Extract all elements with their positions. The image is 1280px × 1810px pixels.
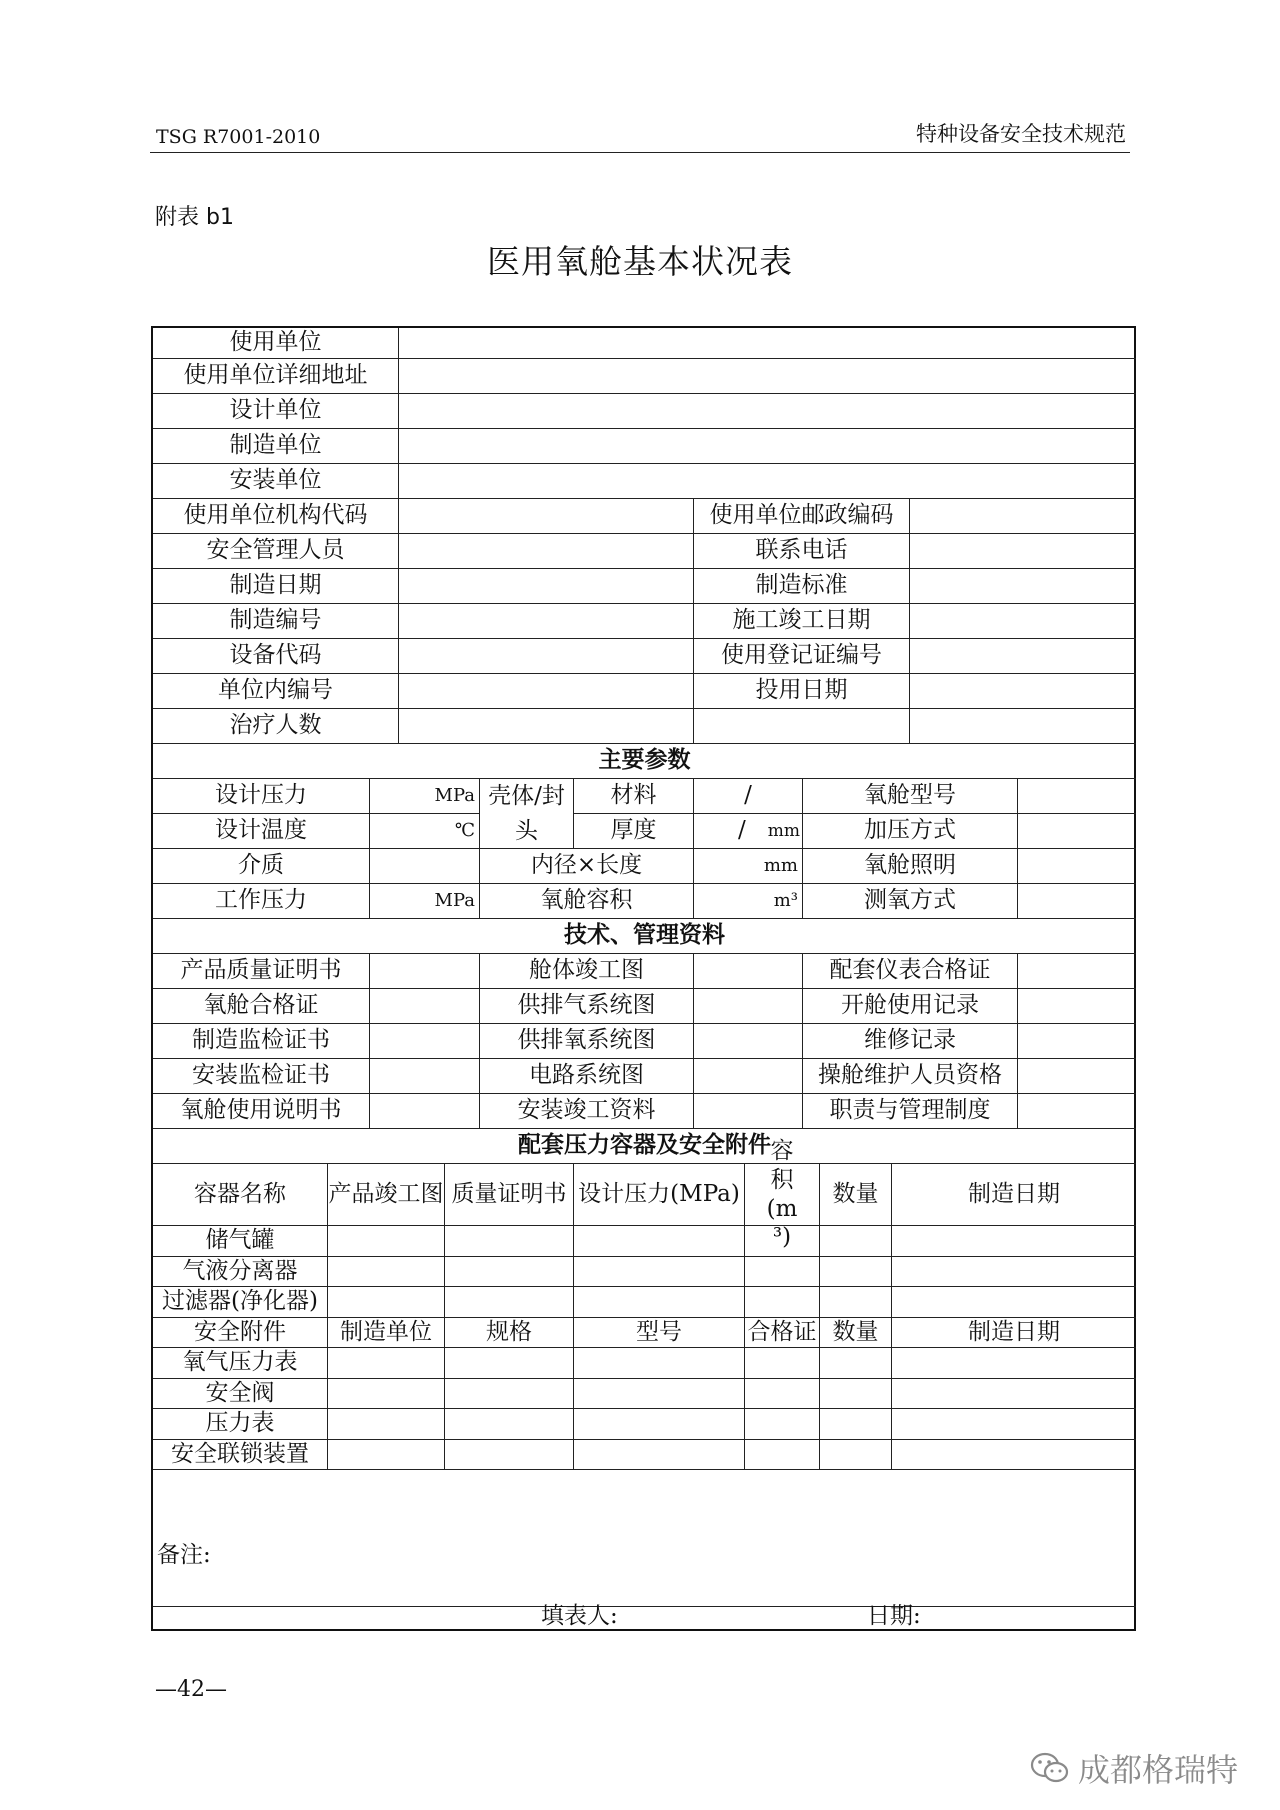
accessory-field[interactable]: [892, 1379, 1136, 1410]
vessel-field[interactable]: [328, 1226, 445, 1257]
label-medium: 介质: [153, 849, 370, 884]
accessory-header: 制造单位: [328, 1318, 445, 1349]
watermark: [1030, 1745, 1238, 1791]
label-manufacture-no: 制造编号: [153, 604, 399, 639]
accessory-field[interactable]: [445, 1440, 574, 1471]
standard-category: 特种设备安全技术规范: [916, 122, 1126, 146]
vessel-field[interactable]: [445, 1287, 574, 1318]
tech-doc-label: 电路系统图: [480, 1059, 694, 1094]
vessel-field[interactable]: [328, 1287, 445, 1318]
accessory-name: 安全联锁装置: [153, 1440, 328, 1471]
vessel-field[interactable]: [745, 1257, 820, 1288]
tech-doc-field[interactable]: [1018, 1024, 1136, 1059]
tech-doc-label: 舱体竣工图: [480, 954, 694, 989]
vessel-field[interactable]: [892, 1226, 1136, 1257]
accessory-field[interactable]: [574, 1409, 745, 1440]
section-tech-docs: 技术、管理资料: [153, 919, 1136, 954]
label-lighting: 氧舱照明: [803, 849, 1018, 884]
label-internal-no: 单位内编号: [153, 674, 399, 709]
tech-doc-label: 制造监检证书: [153, 1024, 370, 1059]
accessory-header: 制造日期: [892, 1318, 1136, 1349]
label-design-temp: 设计温度: [153, 814, 370, 849]
label-shell-head: [480, 779, 574, 849]
tech-doc-label: 操舱维护人员资格: [803, 1059, 1018, 1094]
field-manufacture-standard[interactable]: [910, 569, 1136, 604]
vessel-field[interactable]: [445, 1257, 574, 1288]
accessory-header: 数量: [820, 1318, 892, 1349]
field-blank-2[interactable]: [910, 709, 1136, 744]
accessory-name: 氧气压力表: [153, 1348, 328, 1379]
tech-doc-label: 职责与管理制度: [803, 1094, 1018, 1129]
unit-diameter-length[interactable]: mm: [694, 849, 803, 884]
tech-doc-field[interactable]: [370, 954, 480, 989]
field-completion-date[interactable]: [910, 604, 1136, 639]
filler-label: 填表人:: [541, 1603, 618, 1629]
tech-doc-label: 供排氧系统图: [480, 1024, 694, 1059]
tech-doc-label: 安装监检证书: [153, 1059, 370, 1094]
field-equipment-code[interactable]: [399, 639, 694, 674]
field-lighting[interactable]: [1018, 849, 1136, 884]
tech-doc-label: 供排气系统图: [480, 989, 694, 1024]
accessory-field[interactable]: [820, 1348, 892, 1379]
vessel-field[interactable]: [574, 1226, 745, 1257]
vessel-name: 储气罐: [153, 1226, 328, 1257]
label-org-code: 使用单位机构代码: [153, 499, 399, 534]
shell-head-text: 壳体/封头: [488, 782, 565, 844]
accessory-field[interactable]: [745, 1348, 820, 1379]
accessory-header: 合格证: [745, 1318, 820, 1349]
vessel-field[interactable]: [445, 1226, 574, 1257]
accessory-field[interactable]: [445, 1409, 574, 1440]
vessel-header: 产品竣工图: [328, 1164, 445, 1226]
label-completion-date: 施工竣工日期: [694, 604, 910, 639]
status-form-table: [151, 326, 1136, 1631]
vessel-header: 制造日期: [892, 1164, 1136, 1226]
label-manufacture-unit: 制造单位: [153, 429, 399, 464]
wechat-icon: [1030, 1751, 1070, 1785]
vessel-field[interactable]: [574, 1257, 745, 1288]
field-commission-date[interactable]: [910, 674, 1136, 709]
label-oxygen-measure: 测氧方式: [803, 884, 1018, 919]
field-oxygen-measure[interactable]: [1018, 884, 1136, 919]
signature-row: [153, 1603, 1136, 1631]
accessory-field[interactable]: [445, 1379, 574, 1410]
label-registration-no: 使用登记证编号: [694, 639, 910, 674]
unit-work-pressure[interactable]: MPa: [370, 884, 480, 919]
accessory-field[interactable]: [892, 1409, 1136, 1440]
page-number: —42—: [155, 1677, 227, 1702]
tech-doc-label: 安装竣工资料: [480, 1094, 694, 1129]
field-install-unit[interactable]: [399, 464, 1136, 499]
label-volume: 氧舱容积: [480, 884, 694, 919]
label-manufacture-standard: 制造标准: [694, 569, 910, 604]
vessel-field[interactable]: [892, 1287, 1136, 1318]
label-commission-date: 投用日期: [694, 674, 910, 709]
field-manufacture-date[interactable]: [399, 569, 694, 604]
page-title: 医用氧舱基本状况表: [487, 242, 793, 281]
remarks-label: 备注:: [157, 1542, 211, 1568]
remarks-box[interactable]: [153, 1537, 1136, 1607]
field-pressurize-method[interactable]: [1018, 814, 1136, 849]
vessel-field[interactable]: [745, 1226, 820, 1257]
unit-design-pressure[interactable]: MPa: [370, 779, 480, 814]
field-internal-no[interactable]: [399, 674, 694, 709]
vessel-header-volume: 容积(m³): [766, 1138, 798, 1251]
thickness-slash: /: [738, 817, 746, 844]
tech-doc-field[interactable]: [694, 1024, 803, 1059]
unit-volume[interactable]: m³: [694, 884, 803, 919]
tech-doc-label: 氧舱合格证: [153, 989, 370, 1024]
vessel-header: 设计压力(MPa): [574, 1164, 745, 1226]
vessel-header: [745, 1138, 820, 1251]
field-org-code[interactable]: [399, 499, 694, 534]
accessory-field[interactable]: [820, 1440, 892, 1471]
accessory-header: 规格: [445, 1318, 574, 1349]
tech-doc-label: 开舱使用记录: [803, 989, 1018, 1024]
label-use-unit-address: 使用单位详细地址: [153, 359, 399, 394]
field-use-unit-address[interactable]: [399, 359, 1136, 394]
value-material[interactable]: /: [694, 779, 803, 814]
label-diameter-length: 内径×长度: [480, 849, 694, 884]
field-phone[interactable]: [910, 534, 1136, 569]
label-work-pressure: 工作压力: [153, 884, 370, 919]
vessel-header: 数量: [820, 1164, 892, 1226]
accessory-field[interactable]: [745, 1379, 820, 1410]
accessory-field[interactable]: [574, 1348, 745, 1379]
vessel-header: 容器名称: [153, 1164, 328, 1226]
tech-doc-label: 氧舱使用说明书: [153, 1094, 370, 1129]
value-thickness[interactable]: [694, 814, 803, 849]
tech-doc-field[interactable]: [370, 1094, 480, 1129]
vessel-field[interactable]: [574, 1287, 745, 1318]
tech-doc-field[interactable]: [370, 989, 480, 1024]
appendix-label: 附表 b1: [155, 205, 234, 230]
vessel-field[interactable]: [328, 1257, 445, 1288]
field-postal-code[interactable]: [910, 499, 1136, 534]
label-design-unit: 设计单位: [153, 394, 399, 429]
section-main-params: 主要参数: [153, 744, 1136, 779]
standard-code: TSG R7001-2010: [156, 126, 321, 148]
unit-design-temp[interactable]: ℃: [370, 814, 480, 849]
accessory-name: 安全阀: [153, 1379, 328, 1410]
label-phone: 联系电话: [694, 534, 910, 569]
tech-doc-field[interactable]: [1018, 1094, 1136, 1129]
accessory-header: 安全附件: [153, 1318, 328, 1349]
tech-doc-field[interactable]: [370, 1059, 480, 1094]
vessel-name: 过滤器(净化器): [153, 1287, 328, 1318]
tech-doc-field[interactable]: [1018, 1059, 1136, 1094]
section-vessels: 配套压力容器及安全附件: [153, 1129, 1136, 1164]
tech-doc-label: 产品质量证明书: [153, 954, 370, 989]
field-medium[interactable]: [370, 849, 480, 884]
accessory-field[interactable]: [328, 1379, 445, 1410]
accessory-field[interactable]: [745, 1440, 820, 1471]
field-manufacture-no[interactable]: [399, 604, 694, 639]
accessory-field[interactable]: [574, 1379, 745, 1410]
vessel-field[interactable]: [892, 1257, 1136, 1288]
tech-doc-field[interactable]: [1018, 989, 1136, 1024]
label-thickness: 厚度: [574, 814, 694, 849]
label-design-pressure: 设计压力: [153, 779, 370, 814]
accessory-field[interactable]: [892, 1348, 1136, 1379]
field-use-unit[interactable]: [399, 328, 1136, 359]
accessory-field[interactable]: [892, 1440, 1136, 1471]
accessory-field[interactable]: [745, 1409, 820, 1440]
label-safety-manager: 安全管理人员: [153, 534, 399, 569]
accessory-field[interactable]: [328, 1409, 445, 1440]
label-chamber-model: 氧舱型号: [803, 779, 1018, 814]
tech-doc-field[interactable]: [694, 989, 803, 1024]
vessel-header: 质量证明书: [445, 1164, 574, 1226]
vessel-field[interactable]: [745, 1287, 820, 1318]
tech-doc-field[interactable]: [1018, 954, 1136, 989]
field-safety-manager[interactable]: [399, 534, 694, 569]
tech-doc-field[interactable]: [370, 1024, 480, 1059]
accessory-name: 压力表: [153, 1409, 328, 1440]
accessory-field[interactable]: [574, 1440, 745, 1471]
tech-doc-field[interactable]: [694, 1094, 803, 1129]
label-manufacture-date: 制造日期: [153, 569, 399, 604]
accessory-field[interactable]: [328, 1440, 445, 1471]
label-pressurize-method: 加压方式: [803, 814, 1018, 849]
page-header: [150, 122, 1130, 153]
tech-doc-field[interactable]: [694, 954, 803, 989]
label-material: 材料: [574, 779, 694, 814]
label-equipment-code: 设备代码: [153, 639, 399, 674]
label-postal-code: 使用单位邮政编码: [694, 499, 910, 534]
tech-doc-field[interactable]: [694, 1059, 803, 1094]
tech-doc-label: 维修记录: [803, 1024, 1018, 1059]
vessel-field[interactable]: [820, 1226, 892, 1257]
vessel-field[interactable]: [820, 1257, 892, 1288]
field-design-unit[interactable]: [399, 394, 1136, 429]
thickness-unit: mm: [767, 820, 800, 841]
accessory-header: 型号: [574, 1318, 745, 1349]
vessel-name: 气液分离器: [153, 1257, 328, 1288]
field-chamber-model[interactable]: [1018, 779, 1136, 814]
accessory-field[interactable]: [328, 1348, 445, 1379]
accessory-field[interactable]: [445, 1348, 574, 1379]
vessel-field[interactable]: [820, 1287, 892, 1318]
tech-doc-label: 配套仪表合格证: [803, 954, 1018, 989]
label-use-unit: 使用单位: [153, 328, 399, 359]
label-install-unit: 安装单位: [153, 464, 399, 499]
field-blank-1[interactable]: [694, 709, 910, 744]
watermark-text: 成都格瑞特: [1077, 1751, 1238, 1789]
accessory-field[interactable]: [820, 1379, 892, 1410]
label-treatment-count: 治疗人数: [153, 709, 399, 744]
accessory-field[interactable]: [820, 1409, 892, 1440]
field-manufacture-unit[interactable]: [399, 429, 1136, 464]
date-label: 日期:: [867, 1603, 921, 1629]
field-registration-no[interactable]: [910, 639, 1136, 674]
field-treatment-count[interactable]: [399, 709, 694, 744]
